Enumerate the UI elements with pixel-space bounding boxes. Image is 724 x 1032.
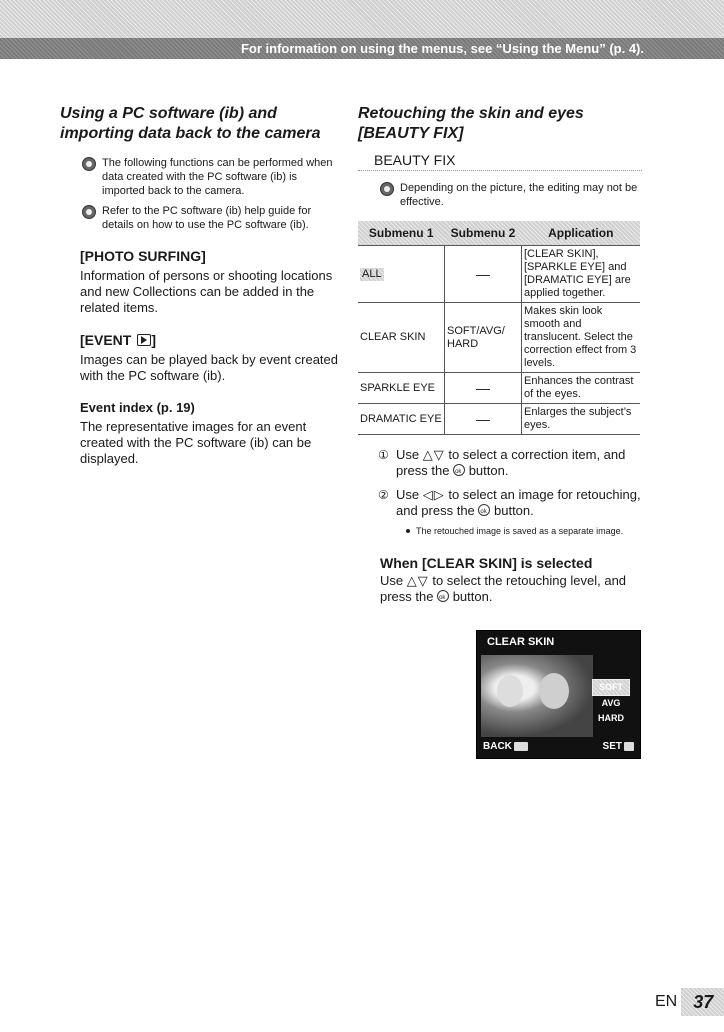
table-row [358, 404, 640, 435]
step-text: button. [465, 463, 509, 478]
photo-face [497, 675, 523, 707]
language-label: EN [655, 993, 678, 1010]
beauty-fix-table [358, 221, 640, 435]
table-cell: SPARKLE EYE [358, 373, 445, 404]
table-cell [358, 246, 445, 303]
table-cell: CLEAR SKIN [358, 303, 445, 373]
playback-icon [137, 334, 151, 346]
table-cell: [CLEAR SKIN], [SPARKLE EYE] and [DRAMATIC EYE] are applied together. [522, 246, 641, 303]
up-down-arrows-icon: △▽ [406, 573, 429, 588]
event-heading [80, 332, 342, 348]
camera-screen-illustration [476, 630, 641, 759]
table-cell: SOFT/AVG/ HARD [445, 303, 522, 373]
note-icon [380, 182, 394, 196]
note-text: Depending on the picture, the editing may not be effective. [400, 182, 638, 208]
instruction-text: Use [380, 573, 407, 588]
photo-surfing-heading: [PHOTO SURFING] [80, 248, 206, 264]
step-text: Use [396, 487, 423, 502]
title-line-1: Retouching the skin and eyes [358, 105, 584, 122]
photo-surfing-text: Information of persons or shooting locations and new Collections can be added in the related items. [80, 268, 333, 315]
table-header-cell: Submenu 2 [450, 226, 516, 240]
banner-hatch [0, 0, 724, 38]
right-column [358, 104, 642, 605]
table-cell-text: ALL [362, 267, 382, 280]
level-option-avg[interactable]: AVG [601, 698, 621, 708]
step-text: to select a correction item, and press the [396, 447, 626, 478]
ok-button-icon [478, 504, 490, 516]
clear-skin-instructions [380, 573, 642, 605]
level-option-soft[interactable]: SOFT [592, 679, 630, 696]
back-control[interactable] [483, 741, 528, 752]
event-heading-suffix: ] [151, 332, 157, 348]
beauty-fix-label-text: BEAUTY FIX [374, 152, 456, 168]
table-cell: Makes skin look smooth and translucent. Select the correction effect from 3 levels. [522, 303, 641, 373]
section-title-pc-software: Using a PC software (ib) and importing data back to the camera [60, 105, 321, 142]
page-number: 37 [681, 988, 724, 1016]
note-text: Refer to the PC software (ib) help guide for details on how to use the PC software (ib). [102, 205, 312, 231]
event-index-text: The representative images for an event created with the PC software (ib) can be displayed. [80, 419, 312, 466]
event-index-heading: Event index (p. 19) [80, 400, 195, 415]
menu-info-text: For information on using the menus, see “Using the Menu” (p. 4). [240, 41, 644, 56]
back-label: BACK [483, 741, 512, 752]
title-line-2: [BEAUTY FIX] [358, 125, 464, 142]
level-option-hard[interactable]: HARD [598, 713, 624, 723]
ok-button-icon [453, 464, 465, 476]
photo-face [539, 673, 569, 709]
beauty-fix-menu-label [358, 152, 642, 171]
table-cell: DRAMATIC EYE [358, 404, 445, 435]
step-text: Use [396, 447, 423, 462]
table-cell: — [445, 404, 522, 435]
table-cell: Enlarges the subject’s eyes. [522, 404, 641, 435]
event-text: Images can be played back by event created with the PC software (ib). [80, 352, 338, 383]
note-icon [82, 157, 96, 171]
set-control[interactable] [603, 741, 634, 752]
set-label: SET [602, 741, 622, 752]
note-item [60, 204, 342, 232]
step-text: to select an image for retouching, and press the [396, 487, 641, 518]
table-row [358, 246, 640, 303]
menu-info-bar [0, 38, 724, 59]
table-header-row [358, 221, 640, 246]
table-cell: Enhances the contrast of the eyes. [522, 373, 641, 404]
menu-button-icon [514, 742, 528, 751]
sample-photo [481, 655, 593, 737]
note-text: The following functions can be performed when data created with the PC software (ib) is imported back to the camera. [102, 157, 333, 197]
bullet-note: The retouched image is saved as a separate image. [406, 525, 642, 537]
section-title-beauty-fix [358, 104, 642, 144]
ok-button-icon [624, 742, 634, 751]
page-footer [655, 988, 724, 1016]
step-1 [358, 447, 642, 479]
note-icon [82, 205, 96, 219]
instruction-text: button. [449, 589, 493, 604]
table-header-cell: Submenu 1 [368, 226, 434, 240]
level-menu [592, 679, 630, 726]
top-banner [0, 0, 724, 59]
table-row [358, 303, 640, 373]
up-down-arrows-icon: △▽ [422, 447, 445, 462]
table-header-cell: Application [548, 226, 614, 240]
camera-screen-title: CLEAR SKIN [487, 636, 555, 648]
step-2 [358, 487, 642, 519]
left-column [60, 104, 342, 467]
event-heading-prefix: [EVENT [80, 332, 132, 348]
table-row [358, 373, 640, 404]
instruction-text: to select the retouching level, and press the [380, 573, 627, 604]
step-text: button. [490, 503, 534, 518]
table-cell: — [445, 246, 522, 303]
step-number: ② [378, 488, 389, 502]
step-number: ① [378, 448, 389, 462]
clear-skin-heading: When [CLEAR SKIN] is selected [380, 555, 593, 571]
left-right-arrows-icon: ◁▷ [422, 487, 445, 502]
note-item [358, 181, 642, 209]
note-item [60, 156, 342, 198]
table-cell: — [445, 373, 522, 404]
ok-button-icon [437, 590, 449, 602]
